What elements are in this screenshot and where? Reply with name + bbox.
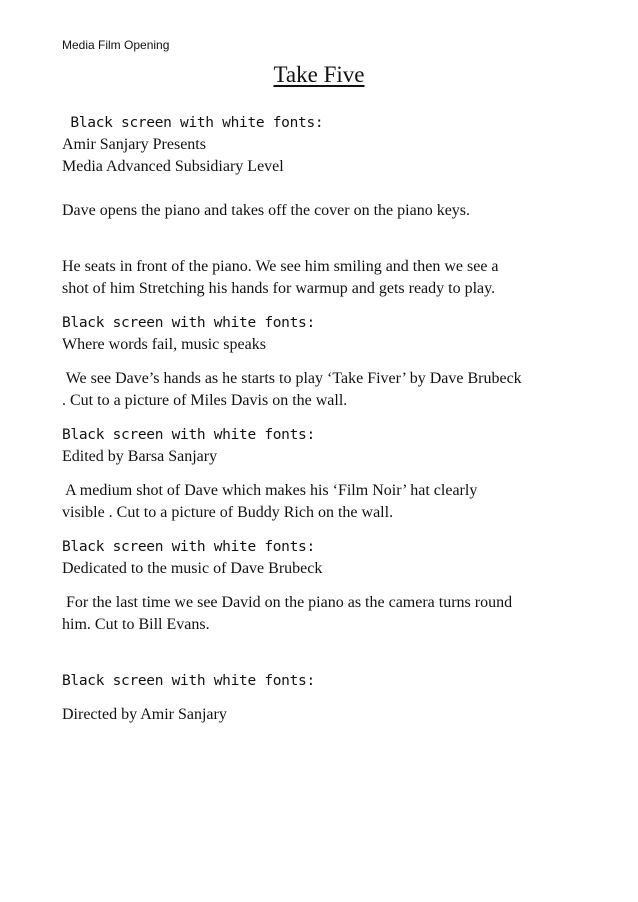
paragraph-line: shot of him Stretching his hands for warmup and gets ready to play. [62, 280, 496, 297]
spacer [62, 412, 602, 424]
spacer [62, 244, 602, 256]
spacer [62, 178, 602, 200]
paragraph-line: For the last time we see David on the piano as the camera turns round [62, 594, 513, 611]
caption-line: Media Advanced Subsidiary Level [62, 158, 284, 175]
paragraph-line: We see Dave’s hands as he starts to play ‘Take Fiver’ by Dave Brubeck [62, 370, 522, 387]
caption-line: Dedicated to the music of Dave Brubeck [62, 560, 323, 577]
section-heading: Black screen with white fonts: [62, 673, 315, 689]
spacer [62, 692, 602, 704]
spacer [62, 222, 602, 244]
paragraph-line: visible . Cut to a picture of Buddy Rich on the wall. [62, 504, 394, 521]
caption-line: Amir Sanjary Presents [62, 136, 206, 153]
section-heading: Black screen with white fonts: [62, 427, 315, 443]
paragraph-line: A medium shot of Dave which makes his ‘Film Noir’ hat clearly [62, 482, 478, 499]
paragraph-line: He seats in front of the piano. We see him smiling and then we see a [62, 258, 499, 275]
spacer [62, 356, 602, 368]
document-title: Take Five [273, 62, 365, 87]
paragraph-line: Dave opens the piano and takes off the cover on the piano keys. [62, 202, 471, 219]
section-heading: Black screen with white fonts: [62, 315, 315, 331]
script-body [62, 112, 602, 726]
spacer [62, 636, 602, 658]
paragraph-line: . Cut to a picture of Miles Davis on the wall. [62, 392, 348, 409]
caption-line: Where words fail, music speaks [62, 336, 266, 353]
caption-line: Directed by Amir Sanjary [62, 706, 227, 723]
page-header: Media Film Opening [62, 38, 170, 52]
paragraph-line: him. Cut to Bill Evans. [62, 616, 210, 633]
spacer [62, 658, 602, 670]
spacer [62, 300, 602, 312]
spacer [62, 580, 602, 592]
section-heading: Black screen with white fonts: [62, 115, 324, 131]
spacer [62, 468, 602, 480]
caption-line: Edited by Barsa Sanjary [62, 448, 218, 465]
section-heading: Black screen with white fonts: [62, 539, 315, 555]
spacer [62, 524, 602, 536]
